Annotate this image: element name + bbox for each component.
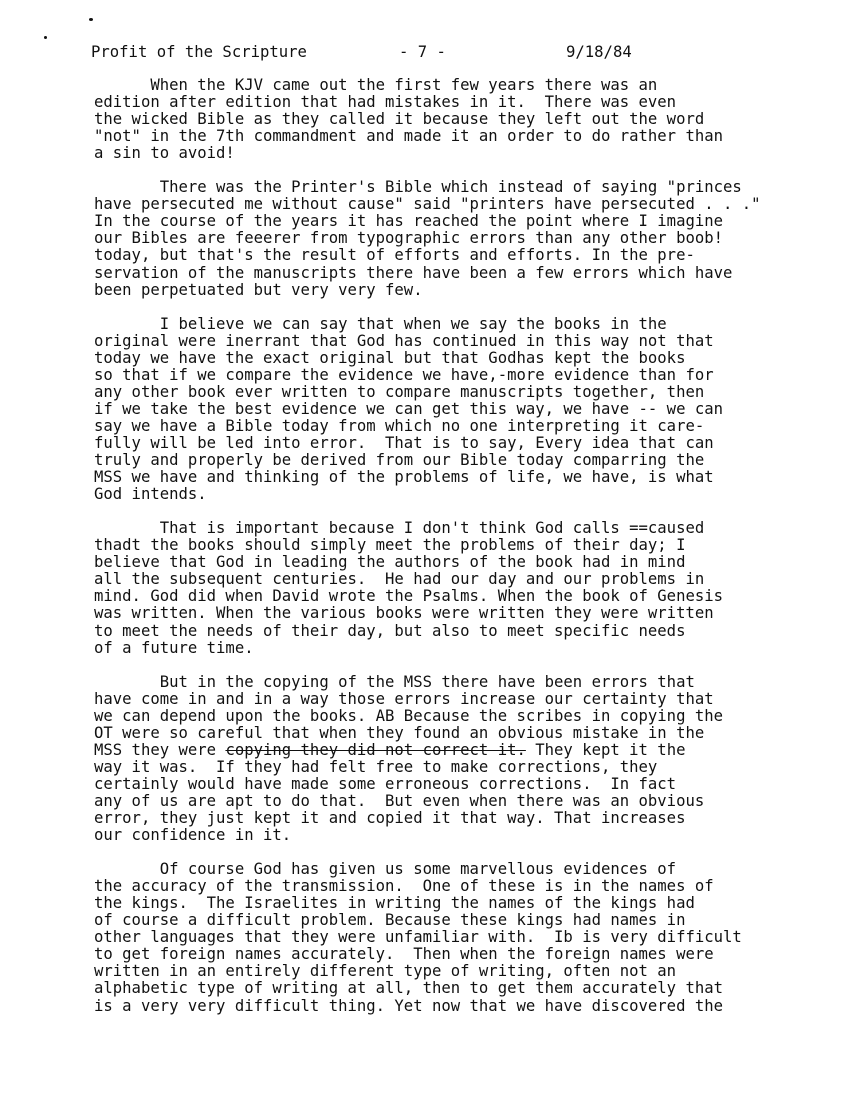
scan-speck	[44, 36, 47, 39]
text-line: truly and properly be derived from our Bible today comparring the	[94, 451, 705, 470]
text-line: way it was. If they had felt free to make corrections, they	[94, 757, 658, 776]
text-line: today, but that's the result of efforts and efforts. In the pre-	[94, 246, 695, 265]
text-line: to meet the needs of their day, but also to meet specific needs	[94, 621, 686, 640]
text-fragment: MSS they were	[94, 740, 226, 759]
document-title: Profit of the Scripture	[91, 43, 307, 61]
text-line: original were inerrant that God has continued in this way not that	[94, 331, 714, 350]
text-line: certainly would have made some erroneous corrections. In fact	[94, 774, 677, 793]
text-line: Of course God has given us some marvellous evidences of	[94, 860, 677, 879]
paragraph-6	[94, 861, 794, 1014]
text-line: servation of the manuscripts there have been a few errors which have	[94, 263, 733, 282]
struck-text: copying they did not correct it.	[225, 740, 526, 759]
paragraph-2	[94, 179, 794, 298]
text-line: the wicked Bible as they called it because they left out the word	[94, 110, 705, 129]
document-body	[94, 77, 794, 1015]
text-line: believe that God in leading the authors of the book had in mind	[94, 553, 686, 572]
text-line: so that if we compare the evidence we have,-more evidence than for	[94, 365, 714, 384]
text-line: say we have a Bible today from which no one interpreting it care-	[94, 416, 705, 435]
text-line: to get foreign names accurately. Then when the foreign names were	[94, 945, 714, 964]
text-line: been perpetuated but very very few.	[94, 280, 423, 299]
text-line: have come in and in a way those errors increase our certainty that	[94, 689, 714, 708]
text-line: edition after edition that had mistakes in it. There was even	[94, 93, 677, 112]
document-date: 9/18/84	[566, 43, 632, 61]
text-line-with-strikethrough	[94, 742, 794, 759]
paragraph-3	[94, 316, 794, 504]
text-line: thadt the books should simply meet the problems of their day; I	[94, 536, 686, 555]
text-line: There was the Printer's Bible which instead of saying "princes	[94, 178, 742, 197]
text-line: fully will be led into error. That is to say, Every idea that can	[94, 433, 714, 452]
page-header	[91, 42, 791, 62]
text-line: if we take the best evidence we can get this way, we have -- we can	[94, 399, 724, 418]
text-line: That is important because I don't think God calls ==caused	[94, 519, 705, 538]
paragraph-4	[94, 520, 794, 656]
text-line: we can depend upon the books. AB Because the scribes in copying the	[94, 706, 724, 725]
text-line: MSS we have and thinking of the problems of life, we have, is what	[94, 468, 714, 487]
text-fragment: They kept it the	[525, 740, 686, 759]
text-line: our Bibles are feeerer from typographic errors than any other boob!	[94, 229, 724, 248]
text-line: OT were so careful that when they found an obvious mistake in the	[94, 723, 705, 742]
text-line: have persecuted me without cause" said "printers have persecuted . . ."	[94, 195, 761, 214]
text-line: When the KJV came out the first few years there was an	[94, 76, 658, 94]
text-line: is a very very difficult thing. Yet now that we have discovered the	[94, 996, 724, 1015]
text-line: error, they just kept it and copied it that way. That increases	[94, 809, 686, 828]
text-line: written in an entirely different type of writing, often not an	[94, 962, 677, 981]
text-line: I believe we can say that when we say the books in the	[94, 314, 667, 333]
scan-speck	[89, 18, 93, 21]
text-line: all the subsequent centuries. He had our day and our problems in	[94, 570, 705, 589]
paragraph-1	[94, 77, 794, 162]
text-line: But in the copying of the MSS there have been errors that	[94, 672, 695, 691]
text-line: the kings. The Israelites in writing the names of the kings had	[94, 894, 695, 913]
text-line: our confidence in it.	[94, 826, 292, 845]
text-line: a sin to avoid!	[94, 144, 235, 163]
text-line: of a future time.	[94, 638, 254, 657]
text-line: the accuracy of the transmission. One of these is in the names of	[94, 877, 714, 896]
text-line: God intends.	[94, 485, 207, 504]
text-line: any of us are apt to do that. But even when there was an obvious	[94, 791, 705, 810]
paragraph-5	[94, 674, 794, 844]
text-line: mind. God did when David wrote the Psalms. When the book of Genesis	[94, 587, 724, 606]
text-line: any other book ever written to compare manuscripts together, then	[94, 382, 705, 401]
text-line: today we have the exact original but that Godhas kept the books	[94, 348, 686, 367]
page-number: - 7 -	[399, 43, 446, 61]
text-line: alphabetic type of writing at all, then to get them accurately that	[94, 979, 724, 998]
text-line: of course a difficult problem. Because these kings had names in	[94, 911, 686, 930]
text-line: was written. When the various books were written they were written	[94, 604, 714, 623]
text-line: other languages that they were unfamiliar with. Ib is very difficult	[94, 928, 742, 947]
text-line: "not" in the 7th commandment and made it an order to do rather than	[94, 127, 724, 146]
text-line: In the course of the years it has reached the point where I imagine	[94, 212, 724, 231]
